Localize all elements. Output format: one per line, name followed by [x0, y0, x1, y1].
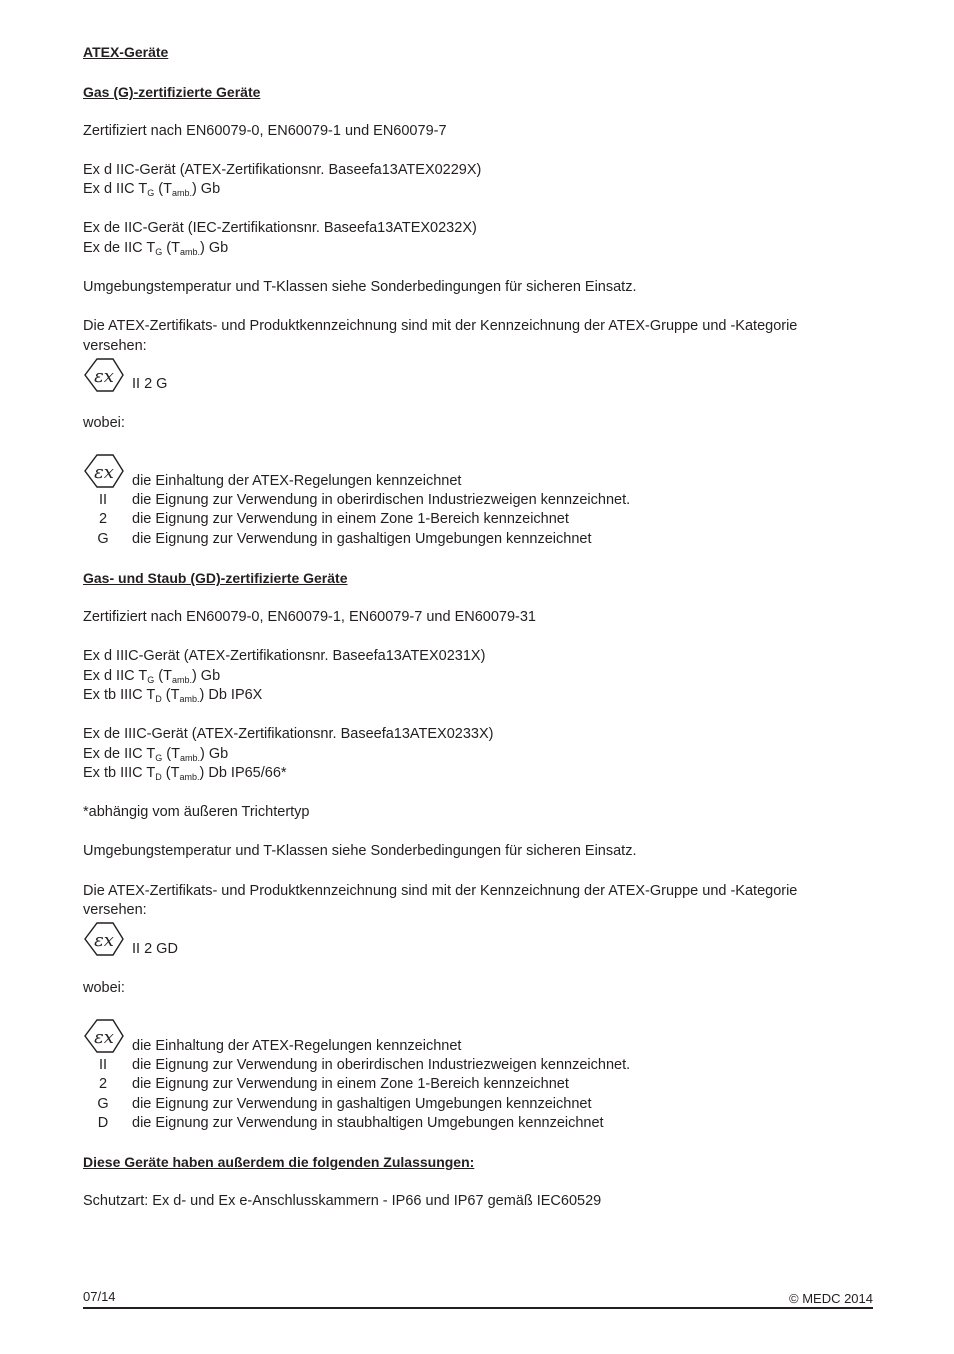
gasdust-device2-marking-b: Ex tb IIIC $T_D$ $(T_{amb.})$ Db IP65/66*: [83, 765, 287, 782]
legend-text: die Eignung zur Verwendung in staubhaltigen Umgebungen kennzeichnet: [132, 1115, 604, 1131]
legend-key: D: [97, 1115, 109, 1131]
legend-key: 2: [98, 1076, 108, 1092]
page-title: ATEX-Geräte: [83, 44, 169, 60]
gas-certified: Zertifiziert nach EN60079-0, EN60079-1 und EN60079-7: [83, 123, 447, 139]
gas-legend-symbol-text: die Einhaltung der ATEX-Regelungen kennzeichnet: [132, 473, 462, 489]
gas-heading: Gas (G)-zertifizierte Geräte: [83, 84, 261, 100]
gas-device2-line: Ex de IIC-Gerät (IEC-Zertifikationsnr. Baseefa13ATEX0232X): [83, 220, 477, 236]
gasdust-device1-line: Ex d IIIC-Gerät (ATEX-Zertifikationsnr. Baseefa13ATEX0231X): [83, 648, 486, 664]
legend-key: 2: [98, 511, 108, 527]
ex-hexagon-icon: [83, 453, 125, 489]
gasdust-device2-line: Ex de IIIC-Gerät (ATEX-Zertifikationsnr. Baseefa13ATEX0233X): [83, 726, 494, 742]
gas-wobei: wobei:: [83, 415, 125, 431]
svg-text:εx: εx: [94, 1027, 114, 1048]
gasdust-marking-intro-cont: versehen:: [83, 902, 147, 918]
ex-hexagon-icon: [83, 921, 125, 957]
svg-text:εx: εx: [94, 366, 114, 387]
gas-marking-intro: Die ATEX-Zertifikats- und Produktkennzeichnung sind mit der Kennzeichnung der ATEX-Gruppe und -Kategorie: [83, 318, 798, 334]
legend-text: die Eignung zur Verwendung in einem Zone 1-Bereich kennzeichnet: [132, 511, 569, 527]
gasdust-heading: Gas- und Staub (GD)-zertifizierte Geräte: [83, 570, 348, 586]
legend-key: II: [98, 492, 108, 508]
gasdust-certified: Zertifiziert nach EN60079-0, EN60079-1, EN60079-7 und EN60079-31: [83, 609, 536, 625]
gas-device1-line: Ex d IIC-Gerät (ATEX-Zertifikationsnr. Baseefa13ATEX0229X): [83, 162, 482, 178]
gasdust-marking-intro: Die ATEX-Zertifikats- und Produktkennzeichnung sind mit der Kennzeichnung der ATEX-Gruppe und -Kategorie: [83, 883, 798, 899]
legend-text: die Eignung zur Verwendung in oberirdischen Industriezweigen kennzeichnet.: [132, 492, 631, 508]
gasdust-wobei: wobei:: [83, 980, 125, 996]
footer-divider: [83, 1307, 873, 1309]
gas-marking-intro-cont: versehen:: [83, 338, 147, 354]
legend-text: die Eignung zur Verwendung in einem Zone 1-Bereich kennzeichnet: [132, 1076, 569, 1092]
gas-device2-marking: Ex de IIC $T_G$ $(T_{amb.})$ Gb: [83, 240, 229, 257]
document-page: [83, 0, 873, 1354]
approvals-heading: Diese Geräte haben außerdem die folgenden Zulassungen:: [83, 1154, 475, 1170]
gasdust-device1-marking-a: Ex d IIC $T_G$ $(T_{amb.})$ Gb: [83, 668, 221, 685]
gasdust-device1-marking-b: Ex tb IIIC $T_D$ $(T_{amb.})$ Db IP6X: [83, 687, 263, 704]
legend-text: die Eignung zur Verwendung in gashaltigen Umgebungen kennzeichnet: [132, 1096, 592, 1112]
legend-text: die Eignung zur Verwendung in gashaltigen Umgebungen kennzeichnet: [132, 531, 592, 547]
svg-text:εx: εx: [94, 462, 114, 483]
footer-date: 07/14: [83, 1289, 116, 1304]
gasdust-footnote: *abhängig vom äußeren Trichtertyp: [83, 804, 310, 820]
footer-copyright: © MEDC 2014: [789, 1291, 873, 1306]
gasdust-ambient-note: Umgebungstemperatur und T-Klassen siehe Sonderbedingungen für sicheren Einsatz.: [83, 843, 637, 859]
legend-key: II: [98, 1057, 108, 1073]
ex-hexagon-icon: [83, 1018, 125, 1054]
gasdust-device2-marking-a: Ex de IIC $T_G$ $(T_{amb.})$ Gb: [83, 746, 229, 763]
approvals-protection: Schutzart: Ex d- und Ex e-Anschlusskammern - IP66 und IP67 gemäß IEC60529: [83, 1193, 602, 1209]
gas-symbol-code: II 2 G: [132, 376, 168, 392]
legend-text: die Eignung zur Verwendung in oberirdischen Industriezweigen kennzeichnet.: [132, 1057, 631, 1073]
gas-ambient-note: Umgebungstemperatur und T-Klassen siehe Sonderbedingungen für sicheren Einsatz.: [83, 279, 637, 295]
gasdust-symbol-code: II 2 GD: [132, 941, 178, 957]
gasdust-legend-symbol-text: die Einhaltung der ATEX-Regelungen kennzeichnet: [132, 1038, 462, 1054]
gas-device1-marking: Ex d IIC $T_G$ $(T_{amb.})$ Gb: [83, 181, 221, 198]
legend-key: G: [97, 1096, 109, 1112]
ex-hexagon-icon: [83, 357, 125, 393]
svg-text:εx: εx: [94, 930, 114, 951]
legend-key: G: [97, 531, 109, 547]
